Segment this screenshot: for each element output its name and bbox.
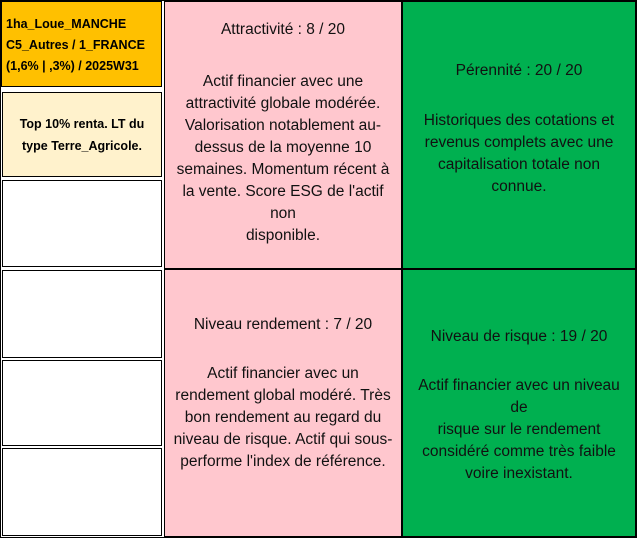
attractivite-panel	[164, 1, 402, 269]
rendement-line: performe l'index de référence.	[180, 453, 386, 470]
risque-title: Niveau de risque : 19 / 20	[430, 328, 608, 345]
perennite-line: Historiques des cotations et	[423, 112, 615, 129]
attractivite-title: Attractivité : 8 / 20	[220, 21, 346, 38]
attractivite-line: la vente. Score ESG de l'actif non	[182, 183, 384, 222]
rendement-line: Actif financier avec un	[207, 365, 359, 382]
attractivite-line: dessus de la moyenne 10	[194, 139, 372, 156]
asset-category: C5_Autres / 1_FRANCE	[6, 38, 145, 52]
attractivite-line: semaines. Momentum récent à	[176, 161, 390, 178]
empty-cell	[2, 270, 162, 358]
risque-panel	[402, 269, 636, 537]
rendement-line: niveau de risque. Actif qui sous-	[173, 431, 393, 448]
risque-line: considéré comme très faible	[422, 443, 616, 460]
risque-line: risque sur le rendement	[437, 421, 601, 438]
empty-cell	[2, 180, 162, 267]
top-badge-text: Top 10% renta. LT du type Terre_Agricole.	[19, 116, 145, 153]
perennite-line: capitalisation totale non	[437, 156, 600, 173]
attractivite-line: Actif financier avec une	[202, 73, 364, 90]
risque-line: voire inexistant.	[465, 465, 573, 482]
top-badge	[2, 92, 162, 177]
empty-cell	[2, 360, 162, 446]
perennite-panel	[402, 1, 636, 269]
attractivite-line: attractivité globale modérée.	[185, 95, 381, 112]
rendement-title: Niveau rendement : 7 / 20	[193, 316, 373, 333]
asset-name: 1ha_Loue_MANCHE	[6, 17, 127, 31]
perennite-line: connue.	[491, 178, 547, 195]
rendement-line: bon rendement au regard du	[184, 409, 382, 426]
attractivite-line: disponible.	[245, 227, 321, 244]
asset-period: (1,6% | ,3%) / 2025W31	[6, 59, 139, 73]
asset-header	[1, 1, 162, 87]
perennite-title: Pérennité : 20 / 20	[455, 62, 583, 79]
rendement-line: rendement global modéré. Très	[175, 387, 391, 404]
attractivite-line: Valorisation notablement au-	[184, 117, 382, 134]
risque-line: Actif financier avec un niveau de	[418, 377, 620, 416]
perennite-line: revenus complets avec une	[424, 134, 614, 151]
empty-cell	[2, 448, 162, 536]
rendement-panel	[164, 269, 402, 537]
